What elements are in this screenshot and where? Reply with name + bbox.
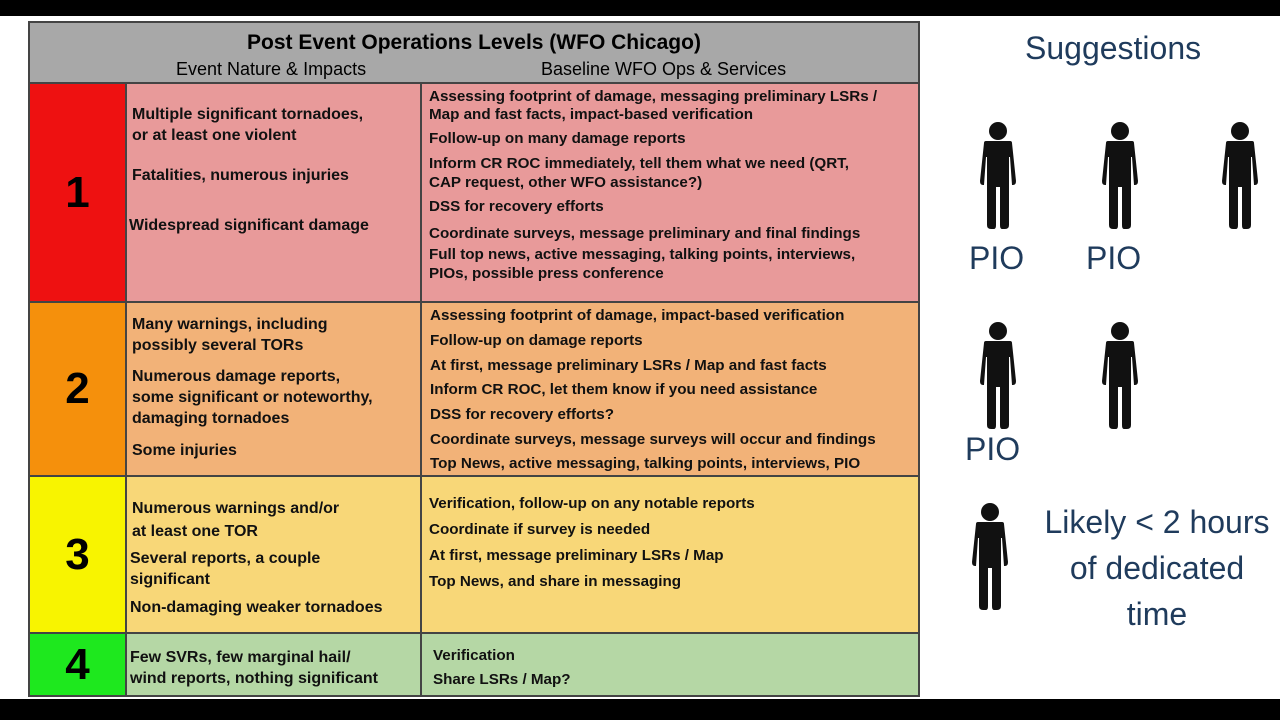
person-icon xyxy=(1097,121,1143,229)
time-estimate-line: Likely < 2 hours xyxy=(1044,504,1270,540)
time-estimate xyxy=(1032,499,1280,637)
level-3-impacts xyxy=(127,477,422,632)
impact-line: or at least one violent xyxy=(132,127,297,144)
person-icon xyxy=(1217,121,1263,229)
level-2-number: 2 xyxy=(30,303,127,475)
ops-line: Assessing footprint of damage, impact-based verification xyxy=(430,307,845,324)
ops-line: Follow-up on many damage reports xyxy=(429,130,686,147)
ops-line: Map and fast facts, impact-based verification xyxy=(429,106,754,123)
person-icon xyxy=(975,121,1021,229)
level-1-number: 1 xyxy=(30,84,127,301)
pio-label: PIO xyxy=(965,431,1021,467)
impact-line: Fatalities, numerous injuries xyxy=(132,167,349,184)
ops-line: CAP request, other WFO assistance?) xyxy=(429,174,703,191)
impact-line: Numerous warnings and/or xyxy=(132,500,340,517)
level-2-ops xyxy=(424,303,918,475)
impact-line: significant xyxy=(130,571,211,588)
ops-line: DSS for recovery efforts xyxy=(429,198,604,215)
ops-line: Verification xyxy=(433,647,515,664)
ops-line: Coordinate surveys, message surveys will occur and findings xyxy=(430,431,876,448)
ops-line: Coordinate if survey is needed xyxy=(429,521,651,538)
impact-line: Multiple significant tornadoes, xyxy=(132,106,364,123)
impact-line: Widespread significant damage xyxy=(129,217,369,234)
ops-line: DSS for recovery efforts? xyxy=(430,406,614,423)
column-header-ops: Baseline WFO Ops & Services xyxy=(541,59,787,79)
impact-line: Non-damaging weaker tornadoes xyxy=(130,599,383,616)
pio-label: PIO xyxy=(969,240,1025,276)
impact-line: Few SVRs, few marginal hail/ xyxy=(130,649,351,666)
impact-line: Some injuries xyxy=(132,442,237,459)
level-3-number: 3 xyxy=(30,477,127,632)
suggestions-panel xyxy=(922,16,1280,699)
level-3-ops xyxy=(424,477,918,632)
ops-line: At first, message preliminary LSRs / Map and fast facts xyxy=(430,357,827,374)
operations-levels-table xyxy=(28,21,920,697)
time-estimate-line: of dedicated xyxy=(1069,550,1245,586)
ops-line: At first, message preliminary LSRs / Map xyxy=(429,547,724,564)
ops-line: Assessing footprint of damage, messaging preliminary LSRs / xyxy=(429,88,878,105)
level-1-ops xyxy=(424,84,918,301)
ops-line: Coordinate surveys, message preliminary and final findings xyxy=(429,225,861,242)
table-header xyxy=(30,23,918,84)
ops-line: Top News, and share in messaging xyxy=(429,573,682,590)
impact-line: Many warnings, including xyxy=(132,316,328,333)
pio-label: PIO xyxy=(1086,240,1142,276)
impact-line: Several reports, a couple xyxy=(130,550,321,567)
level-4-ops xyxy=(424,634,918,695)
ops-line: Follow-up on damage reports xyxy=(430,332,643,349)
table-title: Post Event Operations Levels (WFO Chicago) xyxy=(247,31,701,54)
level-4-impacts xyxy=(127,634,422,695)
person-icon xyxy=(967,502,1013,610)
person-icon xyxy=(975,321,1021,429)
impact-line: damaging tornadoes xyxy=(132,410,290,427)
ops-line: Inform CR ROC, let them know if you need assistance xyxy=(430,381,818,398)
ops-line: Full top news, active messaging, talking points, interviews, xyxy=(429,246,856,263)
impact-line: wind reports, nothing significant xyxy=(130,670,378,687)
column-header-impacts: Event Nature & Impacts xyxy=(176,59,367,79)
impact-line: at least one TOR xyxy=(132,523,258,540)
level-1-row xyxy=(30,84,918,303)
ops-line: Verification, follow-up on any notable reports xyxy=(429,495,755,512)
level-1-impacts xyxy=(127,84,422,301)
level-4-row xyxy=(30,634,918,695)
ops-line: Share LSRs / Map? xyxy=(433,671,571,688)
impact-line: some significant or noteworthy, xyxy=(132,389,373,406)
ops-line: Inform CR ROC immediately, tell them what we need (QRT, xyxy=(429,155,849,172)
level-2-row xyxy=(30,303,918,477)
person-icon xyxy=(1097,321,1143,429)
level-4-number: 4 xyxy=(30,634,127,695)
impact-line: possibly several TORs xyxy=(132,337,304,354)
ops-line: PIOs, possible press conference xyxy=(429,265,664,282)
ops-line: Top News, active messaging, talking points, interviews, PIO xyxy=(430,455,861,472)
slide xyxy=(0,16,1280,699)
suggestions-title: Suggestions xyxy=(1025,30,1202,66)
level-2-impacts xyxy=(127,303,422,475)
impact-line: Numerous damage reports, xyxy=(132,368,341,385)
time-estimate-line: time xyxy=(1126,596,1188,632)
level-3-row xyxy=(30,477,918,634)
